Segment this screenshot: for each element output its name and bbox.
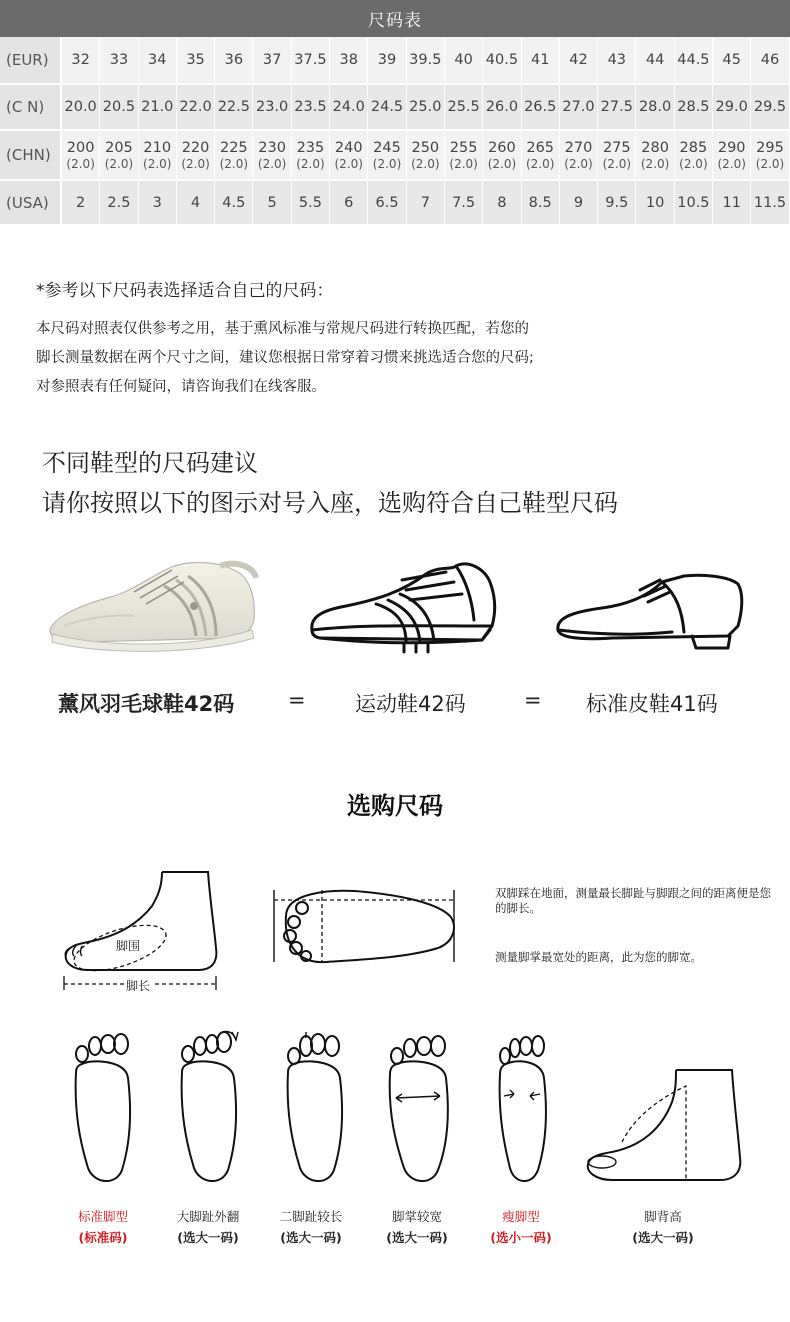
size-value: 37	[262, 52, 282, 68]
size-cell	[445, 37, 483, 83]
size-sub-value: (2.0)	[755, 157, 785, 171]
size-value: 275	[602, 140, 631, 156]
wide-foot-icon	[386, 1034, 452, 1190]
size-cell	[713, 85, 751, 129]
size-sub-value: (2.0)	[296, 157, 325, 171]
size-value: 2.5	[107, 194, 131, 211]
size-cell	[483, 85, 521, 129]
size-value: 37.5	[294, 52, 327, 68]
size-value: 290	[717, 140, 746, 156]
size-value: 20.0	[64, 99, 97, 115]
size-value: 2	[76, 194, 86, 211]
size-value: 32	[71, 52, 90, 68]
size-value: 9	[573, 194, 584, 211]
size-value: 200	[66, 140, 95, 156]
size-cell	[560, 85, 598, 129]
size-sub-value: (2.0)	[487, 157, 517, 171]
size-cell	[713, 37, 751, 83]
size-cell	[177, 37, 215, 83]
size-value: 7.5	[452, 194, 476, 211]
size-cell	[292, 131, 330, 179]
foot-type-name: 标准脚型	[77, 1209, 128, 1224]
size-notes	[36, 276, 756, 402]
size-table-body	[0, 37, 790, 226]
size-value: 6	[344, 194, 354, 211]
long-second-toe-foot-icon	[282, 1030, 348, 1190]
size-cell	[368, 131, 406, 179]
size-cell	[560, 131, 598, 179]
size-cell	[100, 181, 138, 224]
size-cell	[445, 181, 483, 224]
size-value: 295	[756, 140, 784, 156]
size-value: 235	[296, 140, 325, 156]
equals-sign: =	[524, 688, 542, 712]
size-cell	[675, 85, 713, 129]
size-value: 240	[334, 140, 363, 156]
size-value: 8.5	[528, 194, 552, 211]
pick-size-title: 选购尺码	[347, 792, 443, 820]
size-value: 42	[569, 52, 588, 68]
size-value: 6.5	[375, 194, 399, 211]
size-cell	[483, 131, 521, 179]
size-cell	[253, 181, 291, 224]
bunion-foot-icon	[176, 1026, 242, 1190]
size-cell	[330, 37, 368, 83]
size-cell	[713, 181, 751, 224]
size-table-title: 尺码表	[0, 0, 790, 37]
size-cell	[636, 181, 674, 224]
size-cell	[62, 85, 100, 129]
suggestion-heading	[42, 446, 618, 520]
foot-length-text: 双脚踩在地面，测量最长脚趾与脚跟之间的距离便是您的脚长。	[495, 886, 771, 915]
size-value: 27.5	[600, 99, 633, 115]
size-cell	[62, 131, 100, 179]
size-value: 4	[190, 194, 201, 211]
size-cell	[215, 131, 253, 179]
sport-shoe-icon	[306, 560, 502, 660]
size-row-label: (CHN)	[0, 131, 62, 179]
size-sub-value: (2.0)	[602, 157, 632, 171]
size-value: 36	[224, 52, 244, 68]
size-cell	[253, 131, 291, 179]
size-cell	[100, 131, 138, 179]
size-value: 10	[645, 194, 665, 211]
size-cell	[445, 85, 483, 129]
size-table-row	[0, 37, 790, 85]
size-sub-value: (2.0)	[717, 157, 746, 171]
size-cell	[177, 131, 215, 179]
suggestion-line-2: 请你按照以下的图示对号入座，选购符合自己鞋型尺码	[42, 489, 618, 517]
size-value: 40.5	[485, 52, 519, 68]
size-value: 5.5	[298, 194, 322, 211]
size-cell	[407, 85, 445, 129]
size-cell	[522, 37, 560, 83]
size-sub-value: (2.0)	[449, 157, 478, 171]
size-value: 11.5	[753, 194, 787, 211]
size-value: 7	[420, 194, 430, 211]
size-sub-value: (2.0)	[525, 157, 555, 171]
size-cell	[100, 85, 138, 129]
size-value: 20.5	[102, 99, 136, 115]
size-cell	[177, 85, 215, 129]
slim-foot-icon	[492, 1034, 552, 1190]
size-value: 45	[722, 52, 741, 68]
foot-width-text: 测量脚掌最宽处的距离，此为您的脚宽。	[495, 950, 702, 964]
size-value: 4.5	[222, 194, 246, 211]
size-cell	[407, 181, 445, 224]
size-cell	[598, 85, 636, 129]
size-sub-value: (2.0)	[679, 157, 708, 171]
size-cell	[636, 37, 674, 83]
size-value: 22.5	[217, 99, 250, 115]
size-comparison	[0, 688, 790, 718]
size-sub-value: (2.0)	[104, 157, 134, 171]
standard-foot-icon	[70, 1032, 136, 1190]
foot-type-size-advice: (选小一码)	[490, 1230, 552, 1245]
size-cell	[675, 131, 713, 179]
size-value: 265	[526, 140, 555, 156]
size-table-row	[0, 85, 790, 131]
size-cell	[215, 181, 253, 224]
girth-label: 脚围	[116, 939, 141, 953]
size-cell	[713, 131, 751, 179]
size-value: 43	[607, 52, 627, 68]
size-cell	[751, 131, 789, 179]
size-table-row	[0, 181, 790, 226]
size-value: 34	[148, 52, 167, 68]
size-cell	[215, 37, 253, 83]
size-cell	[522, 85, 560, 129]
size-cell	[751, 181, 789, 224]
high-instep-foot-icon	[582, 1062, 742, 1190]
size-cell	[139, 85, 177, 129]
foot-type-name: 脚掌较宽	[391, 1209, 442, 1224]
size-cell	[751, 37, 789, 83]
size-cell	[598, 181, 636, 224]
size-cell	[62, 37, 100, 83]
equals-sign: =	[288, 688, 306, 712]
size-cell	[100, 37, 138, 83]
size-cell	[62, 181, 100, 224]
size-cell	[407, 131, 445, 179]
size-cell	[177, 181, 215, 224]
notes-title: *参考以下尺码表选择适合自己的尺码：	[36, 281, 334, 301]
size-sub-value: (2.0)	[66, 157, 95, 171]
size-value: 9.5	[605, 194, 629, 211]
size-value: 41	[530, 52, 550, 68]
foot-type-name: 大脚趾外翻	[176, 1209, 240, 1224]
size-sub-value: (2.0)	[334, 157, 363, 171]
size-value: 255	[449, 140, 478, 156]
size-row-label: (C N)	[0, 85, 62, 129]
foot-type-name: 二脚趾较长	[279, 1209, 343, 1224]
foot-type-name: 脚背高	[644, 1209, 682, 1224]
foot-type-caption	[256, 1206, 366, 1248]
size-value: 28.5	[677, 99, 710, 115]
badminton-shoe-image	[44, 556, 264, 656]
size-cell	[751, 85, 789, 129]
size-cell	[636, 85, 674, 129]
size-value: 27.0	[562, 99, 595, 115]
foot-width-illustration	[266, 876, 462, 968]
notes-line: 脚长测量数据在两个尺寸之间，建议您根据日常穿着习惯来挑选适合您的尺码;	[36, 350, 534, 366]
size-cell	[139, 37, 177, 83]
size-value: 29.5	[753, 99, 787, 115]
size-value: 46	[760, 52, 780, 68]
leather-shoe-icon	[552, 570, 748, 658]
foot-type-caption	[48, 1206, 158, 1248]
size-value: 28.0	[638, 99, 672, 115]
size-value: 225	[219, 140, 248, 156]
size-value: 230	[258, 140, 286, 156]
size-cell	[522, 131, 560, 179]
size-sub-value: (2.0)	[181, 157, 210, 171]
size-value: 3	[152, 194, 162, 211]
size-cell	[636, 131, 674, 179]
size-cell	[253, 37, 291, 83]
size-value: 23.5	[294, 99, 327, 115]
size-sub-value: (2.0)	[411, 157, 440, 171]
size-cell	[675, 181, 713, 224]
size-cell	[253, 85, 291, 129]
size-value: 21.0	[141, 99, 174, 115]
size-cell	[292, 37, 330, 83]
size-cell	[598, 131, 636, 179]
size-value: 39	[377, 52, 397, 68]
size-value: 44	[645, 52, 665, 68]
notes-line: 本尺码对照表仅供参考之用，基于熏风标准与常规尺码进行转换匹配，若您的	[36, 321, 529, 337]
size-cell	[560, 37, 598, 83]
size-value: 24.0	[332, 99, 365, 115]
size-value: 25.0	[409, 99, 442, 115]
foot-type-name: 瘦脚型	[502, 1209, 540, 1224]
size-value: 11	[722, 194, 741, 211]
size-value: 5	[267, 194, 277, 211]
size-value: 29.0	[715, 99, 748, 115]
size-row-label: (USA)	[0, 181, 62, 224]
size-row-label: (EUR)	[0, 37, 62, 83]
size-value: 33	[109, 52, 129, 68]
suggestion-line-1: 不同鞋型的尺码建议	[42, 449, 258, 477]
size-value: 24.5	[370, 99, 404, 115]
size-cell	[368, 181, 406, 224]
size-value: 44.5	[677, 52, 710, 68]
size-value: 205	[105, 140, 133, 156]
size-value: 8	[497, 194, 507, 211]
foot-type-caption	[153, 1206, 263, 1248]
size-value: 280	[641, 140, 669, 156]
size-value: 220	[181, 140, 210, 156]
size-sub-value: (2.0)	[257, 157, 287, 171]
size-cell	[330, 131, 368, 179]
size-value: 270	[564, 140, 593, 156]
size-cell	[560, 181, 598, 224]
size-value: 26.5	[524, 99, 557, 115]
size-sub-value: (2.0)	[640, 157, 670, 171]
size-value: 10.5	[677, 194, 710, 211]
size-value: 38	[339, 52, 358, 68]
size-sub-value: (2.0)	[219, 157, 249, 171]
leather-size-label: 标准皮鞋41码	[586, 692, 718, 716]
size-value: 39.5	[409, 52, 442, 68]
size-cell	[139, 181, 177, 224]
size-table-row	[0, 131, 790, 181]
size-cell	[407, 37, 445, 83]
size-value: 260	[488, 140, 516, 156]
size-value: 245	[373, 140, 401, 156]
size-cell	[445, 131, 483, 179]
length-label: 脚长	[126, 979, 151, 993]
size-cell	[330, 85, 368, 129]
foot-type-size-advice: (选大一码)	[386, 1230, 448, 1245]
size-cell	[483, 181, 521, 224]
foot-type-size-advice: (选大一码)	[177, 1230, 239, 1245]
size-cell	[483, 37, 521, 83]
foot-type-size-advice: (标准码)	[78, 1230, 128, 1245]
size-value: 25.5	[447, 99, 480, 115]
size-cell	[522, 181, 560, 224]
foot-type-size-advice: (选大一码)	[280, 1230, 342, 1245]
sport-size-label: 运动鞋42码	[355, 692, 466, 716]
size-cell	[215, 85, 253, 129]
foot-type-size-advice: (选大一码)	[632, 1230, 694, 1245]
size-cell	[292, 85, 330, 129]
size-value: 250	[411, 140, 440, 156]
size-cell	[330, 181, 368, 224]
size-value: 23.0	[255, 99, 289, 115]
size-cell	[598, 37, 636, 83]
size-sub-value: (2.0)	[564, 157, 593, 171]
foot-girth-illustration	[58, 866, 230, 994]
foot-type-caption	[362, 1206, 472, 1248]
size-value: 22.0	[179, 99, 212, 115]
size-cell	[292, 181, 330, 224]
size-value: 285	[679, 140, 708, 156]
size-cell	[675, 37, 713, 83]
notes-line: 对参照表有任何疑问，请咨询我们在线客服。	[36, 379, 326, 395]
size-sub-value: (2.0)	[372, 157, 402, 171]
size-cell	[368, 37, 406, 83]
foot-type-caption	[608, 1206, 718, 1248]
size-value: 40	[454, 52, 473, 68]
size-sub-value: (2.0)	[143, 157, 172, 171]
foot-type-caption	[466, 1206, 576, 1248]
size-cell	[139, 131, 177, 179]
badminton-size-label: 薰风羽毛球鞋42码	[58, 692, 235, 716]
size-value: 26.0	[485, 99, 519, 115]
size-table	[0, 0, 790, 226]
size-value: 35	[186, 52, 205, 68]
size-value: 210	[143, 140, 172, 156]
size-cell	[368, 85, 406, 129]
